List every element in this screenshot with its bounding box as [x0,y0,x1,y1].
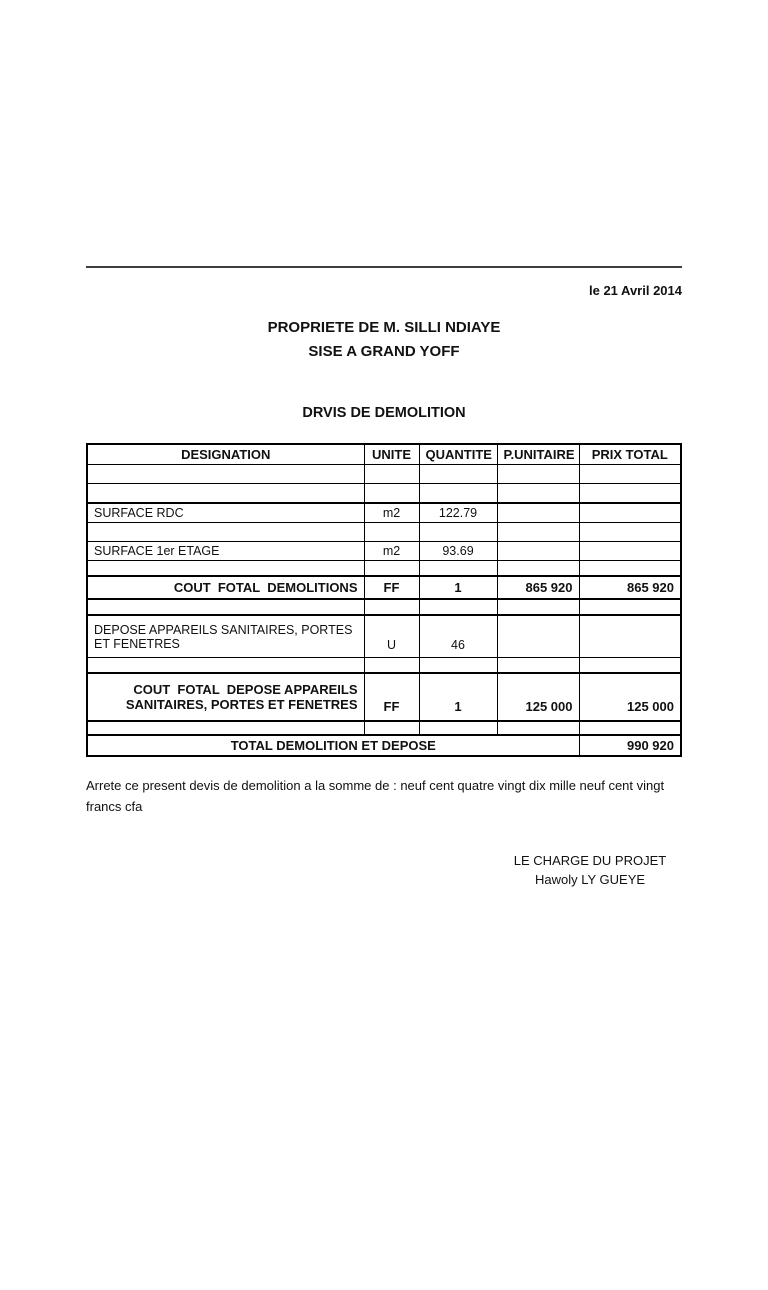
cell-prix-total [579,658,681,674]
cell-designation: DEPOSE APPAREILS SANITAIRES, PORTES ET FENETRES [87,615,364,658]
cell-prix-total [579,721,681,735]
cell-p-unitaire [497,523,579,542]
cell-designation: SURFACE RDC [87,503,364,523]
table-row-total [87,735,681,756]
table-row-empty [87,561,681,577]
cell-prix-total [579,599,681,615]
cell-prix-total [579,561,681,577]
header-p-unitaire: P.UNITAIRE [497,444,579,465]
table-row-depose-appareils [87,615,681,658]
cell-unite: FF [364,673,419,721]
cell-p-unitaire [497,503,579,523]
cell-p-unitaire [497,484,579,504]
cell-unite: FF [364,576,419,599]
cell-unite: m2 [364,503,419,523]
cell-quantite [419,484,497,504]
cell-unite [364,523,419,542]
cell-p-unitaire [497,599,579,615]
cell-designation [87,599,364,615]
cell-p-unitaire [497,465,579,484]
table-row-empty [87,721,681,735]
cell-prix-total: 865 920 [579,576,681,599]
signature-block [495,851,685,889]
cell-p-unitaire [497,721,579,735]
cell-prix-total: 125 000 [579,673,681,721]
table-row-cout-total-demolitions [87,576,681,599]
date-label: le 21 Avril 2014 [589,283,682,298]
property-title-line1: PROPRIETE DE M. SILLI NDIAYE [267,319,501,336]
table-row-surface-rdc [87,503,681,523]
property-title-line2: SISE A GRAND YOFF [308,343,460,360]
cell-p-unitaire: 125 000 [497,673,579,721]
cell-designation [87,658,364,674]
cell-designation: COUT FOTAL DEMOLITIONS [87,576,364,599]
cell-quantite [419,561,497,577]
cell-total-prix: 990 920 [579,735,681,756]
header-divider [86,266,682,268]
cell-quantite [419,599,497,615]
cell-quantite [419,465,497,484]
cell-unite: U [364,615,419,658]
cell-prix-total [579,465,681,484]
cell-designation: SURFACE 1er ETAGE [87,542,364,561]
amount-in-words-text: Arrete ce present devis de demolition a la somme de : neuf cent quatre vingt dix mille neuf cent vingt francs cfa [86,778,665,814]
cell-prix-total [579,523,681,542]
cell-total-label: TOTAL DEMOLITION ET DEPOSE [87,735,579,756]
signature-title: LE CHARGE DU PROJET [513,853,667,868]
document-page [86,266,682,889]
cell-unite [364,721,419,735]
devis-table [86,443,682,757]
table-row-surface-1er-etage [87,542,681,561]
cell-designation [87,721,364,735]
table-row-empty [87,658,681,674]
cell-quantite: 46 [419,615,497,658]
cell-prix-total [579,615,681,658]
cell-quantite [419,523,497,542]
header-quantite: QUANTITE [419,444,497,465]
table-row-empty [87,484,681,504]
cell-prix-total [579,484,681,504]
cell-prix-total [579,542,681,561]
document-title: DRVIS DE DEMOLITION [302,405,466,421]
cell-prix-total [579,503,681,523]
cell-unite [364,599,419,615]
cell-p-unitaire [497,561,579,577]
cell-quantite: 1 [419,673,497,721]
cell-quantite: 1 [419,576,497,599]
cell-unite [364,561,419,577]
cell-unite [364,484,419,504]
table-row-empty [87,465,681,484]
cell-designation [87,465,364,484]
cell-quantite: 93.69 [419,542,497,561]
header-prix-total: PRIX TOTAL [579,444,681,465]
signature-name: Hawoly LY GUEYE [534,872,646,887]
cell-quantite: 122.79 [419,503,497,523]
cell-designation [87,484,364,504]
cell-p-unitaire: 865 920 [497,576,579,599]
cell-unite [364,658,419,674]
cell-p-unitaire [497,542,579,561]
table-row-cout-total-depose [87,673,681,721]
header-unite: UNITE [364,444,419,465]
cell-designation [87,561,364,577]
table-row-empty [87,523,681,542]
cell-quantite [419,721,497,735]
table-header-row [87,444,681,465]
header-designation: DESIGNATION [87,444,364,465]
cell-designation [87,523,364,542]
cell-designation: COUT FOTAL DEPOSE APPAREILS SANITAIRES, PORTES ET FENETRES [87,673,364,721]
cell-unite [364,465,419,484]
cell-p-unitaire [497,658,579,674]
cell-unite: m2 [364,542,419,561]
cell-quantite [419,658,497,674]
cell-p-unitaire [497,615,579,658]
table-row-empty [87,599,681,615]
